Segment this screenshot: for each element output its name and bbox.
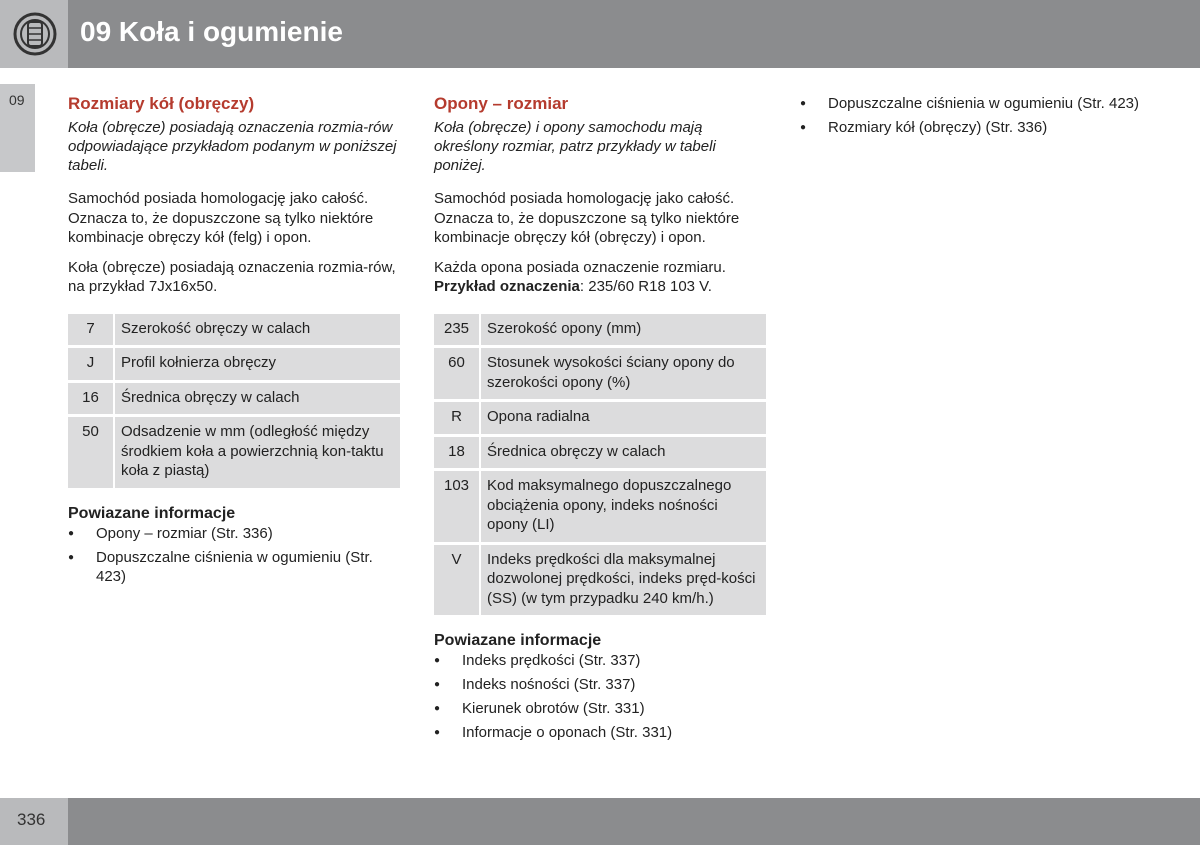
related-info-title: Powiazane informacje <box>68 504 236 522</box>
chapter-tab-label: 09 <box>9 92 25 108</box>
related-link[interactable]: ● Indeks prędkości (Str. 337) <box>434 651 766 670</box>
tire-icon <box>13 12 57 56</box>
page-title: 09 Koła i ogumienie <box>80 16 343 47</box>
table-row <box>68 314 400 346</box>
table-row <box>68 417 400 488</box>
section-heading: Rozmiary kół (obręczy) <box>68 94 255 113</box>
table-key: 60 <box>434 348 481 399</box>
related-link[interactable]: ● Dopuszczalne ciśnienia w ogumieniu (Str. 423) <box>800 94 1140 113</box>
section-tire-size <box>434 94 766 747</box>
table-value: Średnica obręczy w calach <box>481 437 766 469</box>
table-key: 7 <box>68 314 115 346</box>
table-key: 50 <box>68 417 115 488</box>
table-key: R <box>434 402 481 434</box>
section-wheel-sizes <box>68 94 400 591</box>
page-header <box>0 0 1200 68</box>
table-value: Średnica obręczy w calach <box>115 383 400 415</box>
related-links <box>434 651 766 742</box>
related-link[interactable]: ● Rozmiary kół (obręczy) (Str. 336) <box>800 118 1140 137</box>
table-row <box>434 437 766 469</box>
table-row <box>68 383 400 415</box>
paragraph-text: Każda opona posiada oznaczenie rozmiaru. <box>434 258 726 276</box>
table-key: 235 <box>434 314 481 346</box>
table-value: Kod maksymalnego dopuszczalnego obciążenia opony, indeks nośności opony (LI) <box>481 471 766 542</box>
table-key: 16 <box>68 383 115 415</box>
table-key: 18 <box>434 437 481 469</box>
table-row <box>434 348 766 399</box>
table-value: Odsadzenie w mm (odległość między środkiem koła a powierzchnią kon-taktu koła z piastą) <box>115 417 400 488</box>
section-intro: Koła (obręcze) posiadają oznaczenia rozmia-rów odpowiadające przykładom podanym w poniższej tabeli. <box>68 119 397 174</box>
related-links <box>68 524 400 586</box>
page-number: 336 <box>17 810 46 829</box>
paragraph: Samochód posiada homologację jako całość. Oznacza to, że dopuszczone są tylko niektóre kombinacje obręczy kół (felg) i opon. <box>68 190 374 246</box>
table-row <box>434 314 766 346</box>
table-key: V <box>434 545 481 616</box>
page-footer <box>0 798 1200 845</box>
example-value: : 235/60 R18 103 V. <box>579 278 712 295</box>
related-link[interactable]: ● Dopuszczalne ciśnienia w ogumieniu (Str. 423) <box>68 548 400 586</box>
section-intro: Koła (obręcze) i opony samochodu mają określony rozmiar, patrz przykłady w tabeli poniżej. <box>434 119 716 174</box>
header-icon-box <box>0 0 68 68</box>
table-value: Opona radialna <box>481 402 766 434</box>
tire-size-table <box>434 311 766 619</box>
table-value: Indeks prędkości dla maksymalnej dozwolonej prędkości, indeks pręd-kości (SS) (w tym przypadku 240 km/h.) <box>481 545 766 616</box>
related-link[interactable]: ● Informacje o oponach (Str. 331) <box>434 723 766 742</box>
rim-size-table <box>68 311 400 491</box>
table-value: Szerokość opony (mm) <box>481 314 766 346</box>
related-link[interactable]: ● Kierunek obrotów (Str. 331) <box>434 699 766 718</box>
table-row <box>434 471 766 542</box>
related-links <box>800 94 1140 137</box>
related-link[interactable]: ● Indeks nośności (Str. 337) <box>434 675 766 694</box>
table-key: J <box>68 348 115 380</box>
related-info-title: Powiazane informacje <box>434 632 602 649</box>
section-related-continued <box>800 94 1140 142</box>
table-row <box>68 348 400 380</box>
example-label: Przykład oznaczenia <box>434 278 580 295</box>
table-value: Profil kołnierza obręczy <box>115 348 400 380</box>
section-heading: Opony – rozmiar <box>434 94 569 113</box>
table-value: Stosunek wysokości ściany opony do szerokości opony (%) <box>481 348 766 399</box>
page-number-box <box>0 798 68 845</box>
paragraph: Samochód posiada homologację jako całość. Oznacza to, że dopuszczone są tylko niektóre kombinacje obręczy kół (obręczy) i opon. <box>434 190 740 246</box>
table-key: 103 <box>434 471 481 542</box>
table-row <box>434 402 766 434</box>
paragraph <box>434 258 766 297</box>
table-value: Szerokość obręczy w calach <box>115 314 400 346</box>
related-link[interactable]: ● Opony – rozmiar (Str. 336) <box>68 524 400 543</box>
paragraph: Koła (obręcze) posiadają oznaczenia rozmia-rów, na przykład 7Jx16x50. <box>68 258 396 295</box>
table-row <box>434 545 766 616</box>
